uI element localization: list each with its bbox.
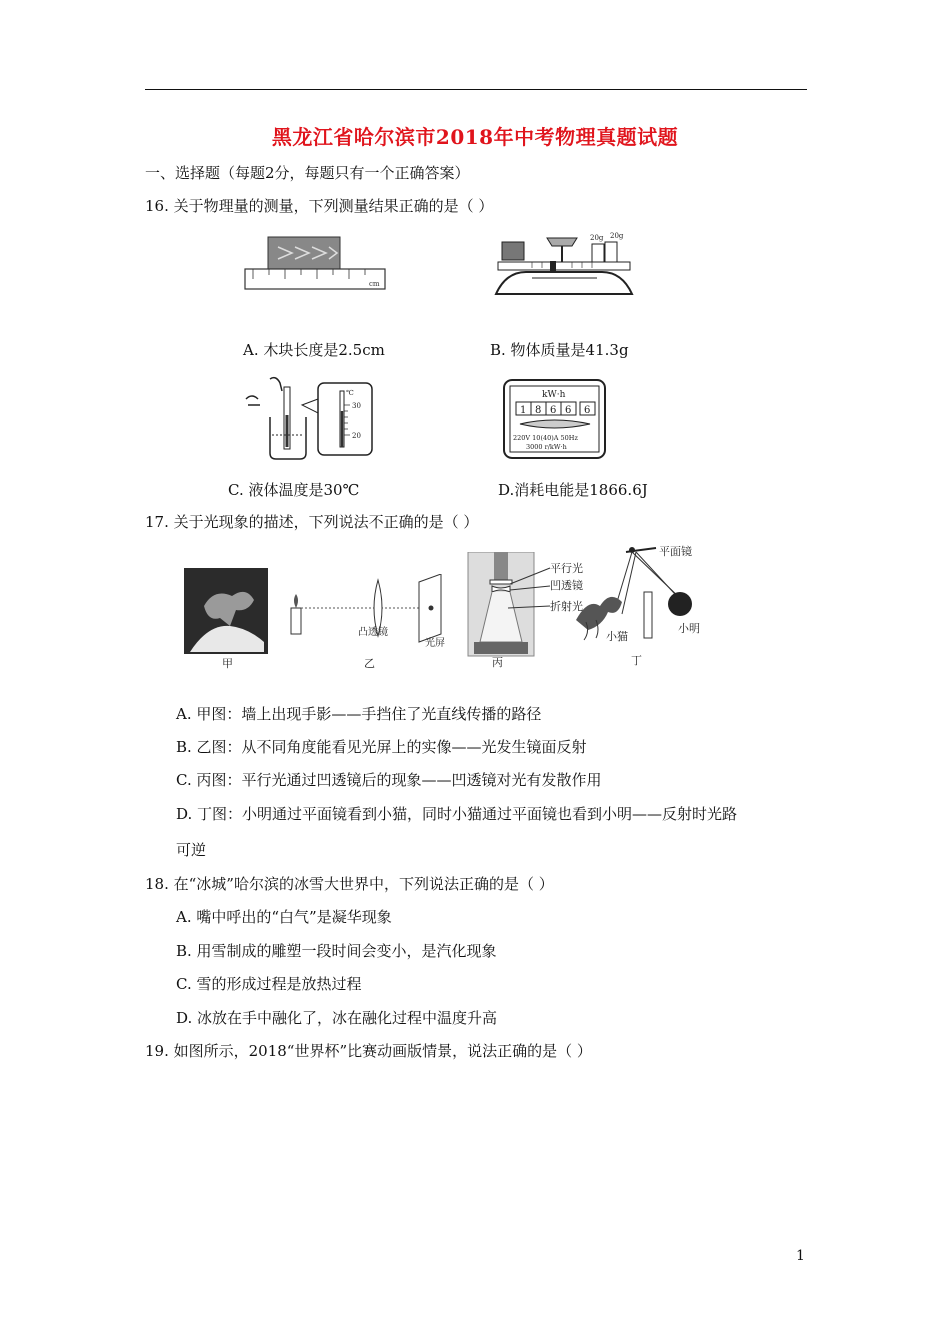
weight-a-label: 20g: [590, 234, 604, 242]
kitten-label: 小猫: [606, 630, 628, 643]
q16-option-a: A. 木块长度是2.5cm: [243, 341, 385, 359]
refracted-light-label: 折射光: [550, 600, 583, 613]
meter-spec-label: 220V 10(40)A 50Hz: [513, 434, 578, 442]
q17-option-d: D. 丁图：小明通过平面镜看到小猫，同时小猫通过平面镜也看到小明——反射时光路: [176, 805, 738, 823]
q16-stem: 16. 关于物理量的测量，下列测量结果正确的是（ ）: [145, 197, 494, 215]
fig-jia-label: 甲: [222, 657, 233, 670]
thermo-20-label: 20: [352, 432, 361, 440]
q17-option-d-continued: 可逆: [176, 841, 207, 859]
ruler-unit-label: cm: [369, 280, 380, 288]
page-number: 1: [796, 1248, 805, 1264]
q18-option-c: C. 雪的形成过程是放热过程: [176, 975, 362, 993]
convex-lens-figure: [283, 574, 458, 670]
fig-yi-label: 乙: [364, 657, 375, 670]
q17-option-b: B. 乙图：从不同角度能看见光屏上的实像——光发生镜面反射: [176, 738, 587, 756]
q16-option-b: B. 物体质量是41.3g: [490, 341, 629, 359]
q18-option-d: D. 冰放在手中融化了，冰在融化过程中温度升高: [176, 1009, 498, 1027]
fig-bing-label: 丙: [492, 656, 503, 669]
parallel-light-label: 平行光: [550, 562, 583, 575]
hand-shadow-figure: [184, 566, 269, 670]
thermometer-figure: [240, 375, 375, 465]
xiaoming-label: 小明: [678, 622, 700, 635]
screen-label: 光屏: [425, 638, 445, 649]
energy-meter-figure: [502, 378, 607, 460]
header-rule: [145, 89, 807, 90]
thermo-unit-label: ℃: [346, 389, 354, 397]
q17-stem: 17. 关于光现象的描述，下列说法不正确的是（ ）: [145, 513, 479, 531]
concave-lens-label: 凹透镜: [550, 579, 583, 592]
meter-digit-3: 6: [550, 405, 557, 416]
q18-option-a: A. 嘴中呼出的“白气”是凝华现象: [176, 908, 392, 926]
plane-mirror-figure: [566, 540, 716, 670]
q19-stem: 19. 如图所示，2018“世界杯”比赛动画版情景，说法正确的是（ ）: [145, 1042, 592, 1060]
plane-mirror-label: 平面镜: [659, 545, 692, 558]
fig-ding-label: 丁: [631, 654, 642, 667]
q18-option-b: B. 用雪制成的雕塑一段时间会变小，是汽化现象: [176, 942, 497, 960]
meter-unit-label: kW·h: [542, 390, 566, 400]
balance-figure: [492, 228, 642, 300]
document-title: 黑龙江省哈尔滨市2018年中考物理真题试题: [271, 125, 679, 149]
q17-option-c: C. 丙图：平行光通过凹透镜后的现象——凹透镜对光有发散作用: [176, 771, 602, 789]
weight-b-label: 20g: [610, 232, 624, 240]
q16-option-d: D.消耗电能是1866.6J: [498, 481, 648, 499]
q17-option-a: A. 甲图：墙上出现手影——手挡住了光直线传播的路径: [176, 705, 542, 723]
q18-stem: 18. 在“冰城”哈尔滨的冰雪大世界中，下列说法正确的是（ ）: [145, 875, 554, 893]
convex-lens-label: 凸透镜: [358, 627, 388, 638]
ruler-block-figure: [243, 233, 388, 293]
section-heading: 一、选择题（每题2分，每题只有一个正确答案）: [145, 164, 470, 182]
meter-digit-1: 1: [520, 405, 527, 416]
meter-rev-label: 3000 r/kW·h: [526, 443, 567, 451]
q16-option-c: C. 液体温度是30℃: [228, 481, 360, 499]
meter-digit-5: 6: [584, 405, 591, 416]
meter-digit-4: 6: [565, 405, 572, 416]
thermo-30-label: 30: [352, 402, 361, 410]
meter-digit-2: 8: [535, 405, 542, 416]
